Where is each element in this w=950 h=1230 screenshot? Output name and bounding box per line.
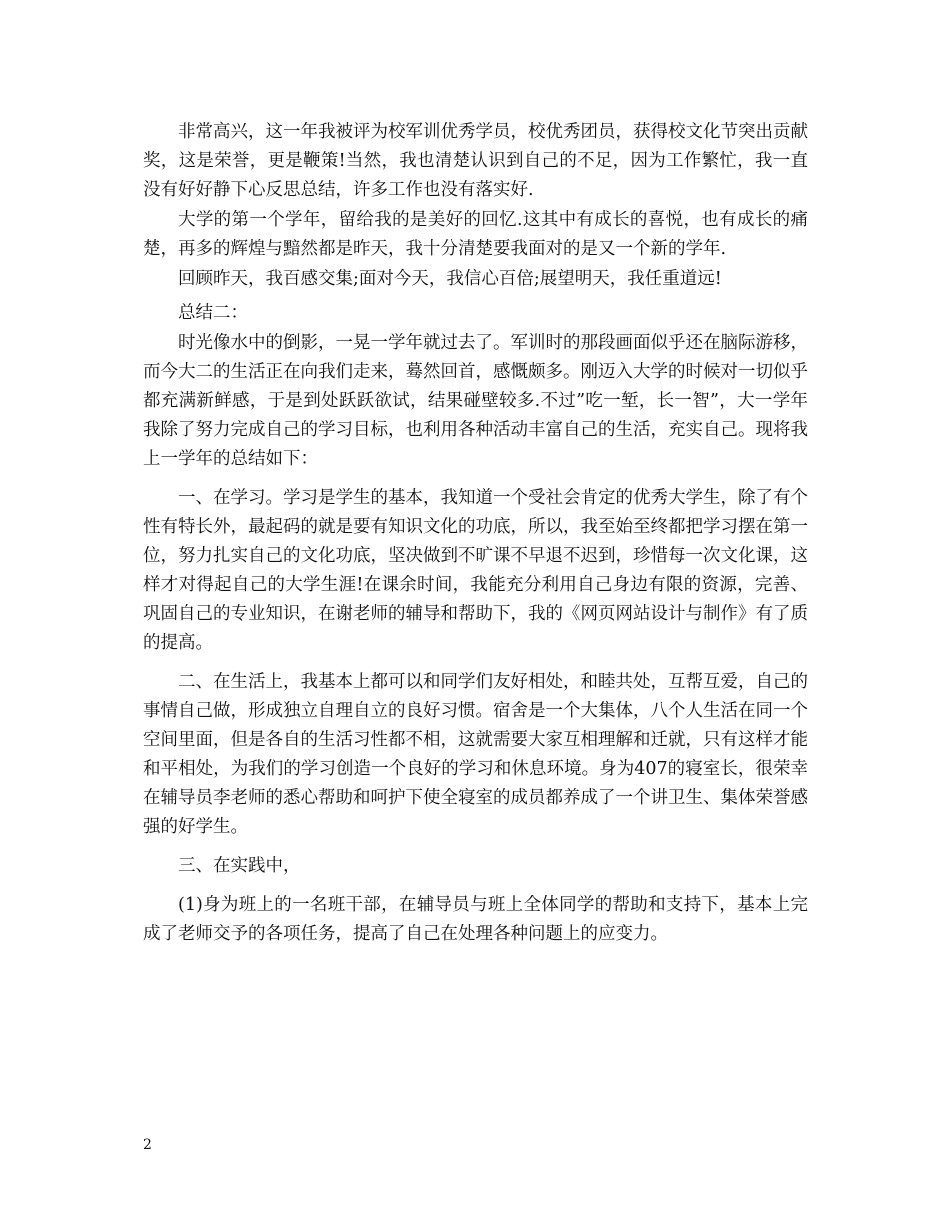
document-body — [143, 118, 808, 949]
paragraph-life: 二、在生活上，我基本上都可以和同学们友好相处，和睦共处，互帮互爱，自己的事情自己做，形成独立自理自立的良好习惯。宿舍是一个大集体，八个人生活在同一个空间里面，但是各自的生活习性都不相，这就需要大家互相理解和迁就，只有这样才能和平相处，为我们的学习创造一个良好的学习和休息环境。身为407的寝室长，很荣幸在辅导员李老师的悉心帮助和呵护下使全寝室的成员都养成了一个讲卫生、集体荣誉感强的好学生。 — [143, 672, 808, 837]
paragraph-study: 一、在学习。学习是学生的基本，我知道一个受社会肯定的优秀大学生，除了有个性有特长外，最起码的就是要有知识文化的功底，所以，我至始至终都把学习摆在第一位，努力扎实自己的文化功底，坚决做到不旷课不早退不迟到，珍惜每一次文化课，这样才对得起自己的大学生涯!在课余时间，我能充分利用自己身边有限的资源，完善、巩固自己的专业知识，在谢老师的辅导和帮助下，我的《网页网站设计与制作》有了质的提高。 — [143, 488, 808, 653]
paragraph-class-cadre: (1)身为班上的一名班干部，在辅导员与班上全体同学的帮助和支持下，基本上完成了老师交予的各项任务，提高了自己在处理各种问题上的应变力。 — [143, 895, 808, 944]
page-number: 2 — [143, 1137, 152, 1153]
paragraph-practice-heading: 三、在实践中， — [178, 856, 301, 876]
paragraph-time-flies: 时光像水中的倒影，一晃一学年就过去了。军训时的那段画面似乎还在脑际游移，而今大二的生活正在向我们走来，蓦然回首，感慨颇多。刚迈入大学的时候对一切似乎都充满新鲜感，于是到处跃跃欲试，结果碰壁较多.不过”吃一堑，长一智”，大一学年我除了努力完成自己的学习目标，也利用各种活动丰富自己的生活，充实自己。现将我上一学年的总结如下： — [143, 333, 808, 469]
section-heading-summary-two: 总结二： — [178, 303, 248, 323]
paragraph-first-year: 大学的第一个学年，留给我的是美好的回忆.这其中有成长的喜悦，也有成长的痛楚，再多的辉煌与黯然都是昨天，我十分清楚要我面对的是又一个新的学年. — [143, 210, 808, 259]
paragraph-honors: 非常高兴，这一年我被评为校军训优秀学员，校优秀团员，获得校文化节突出贡献奖，这是荣誉，更是鞭策!当然，我也清楚认识到自己的不足，因为工作繁忙，我一直没有好好静下心反思总结，许多工作也没有落实好. — [143, 122, 808, 200]
paragraph-review: 回顾昨天，我百感交集;面对今天，我信心百倍;展望明天，我任重道远! — [178, 269, 722, 289]
